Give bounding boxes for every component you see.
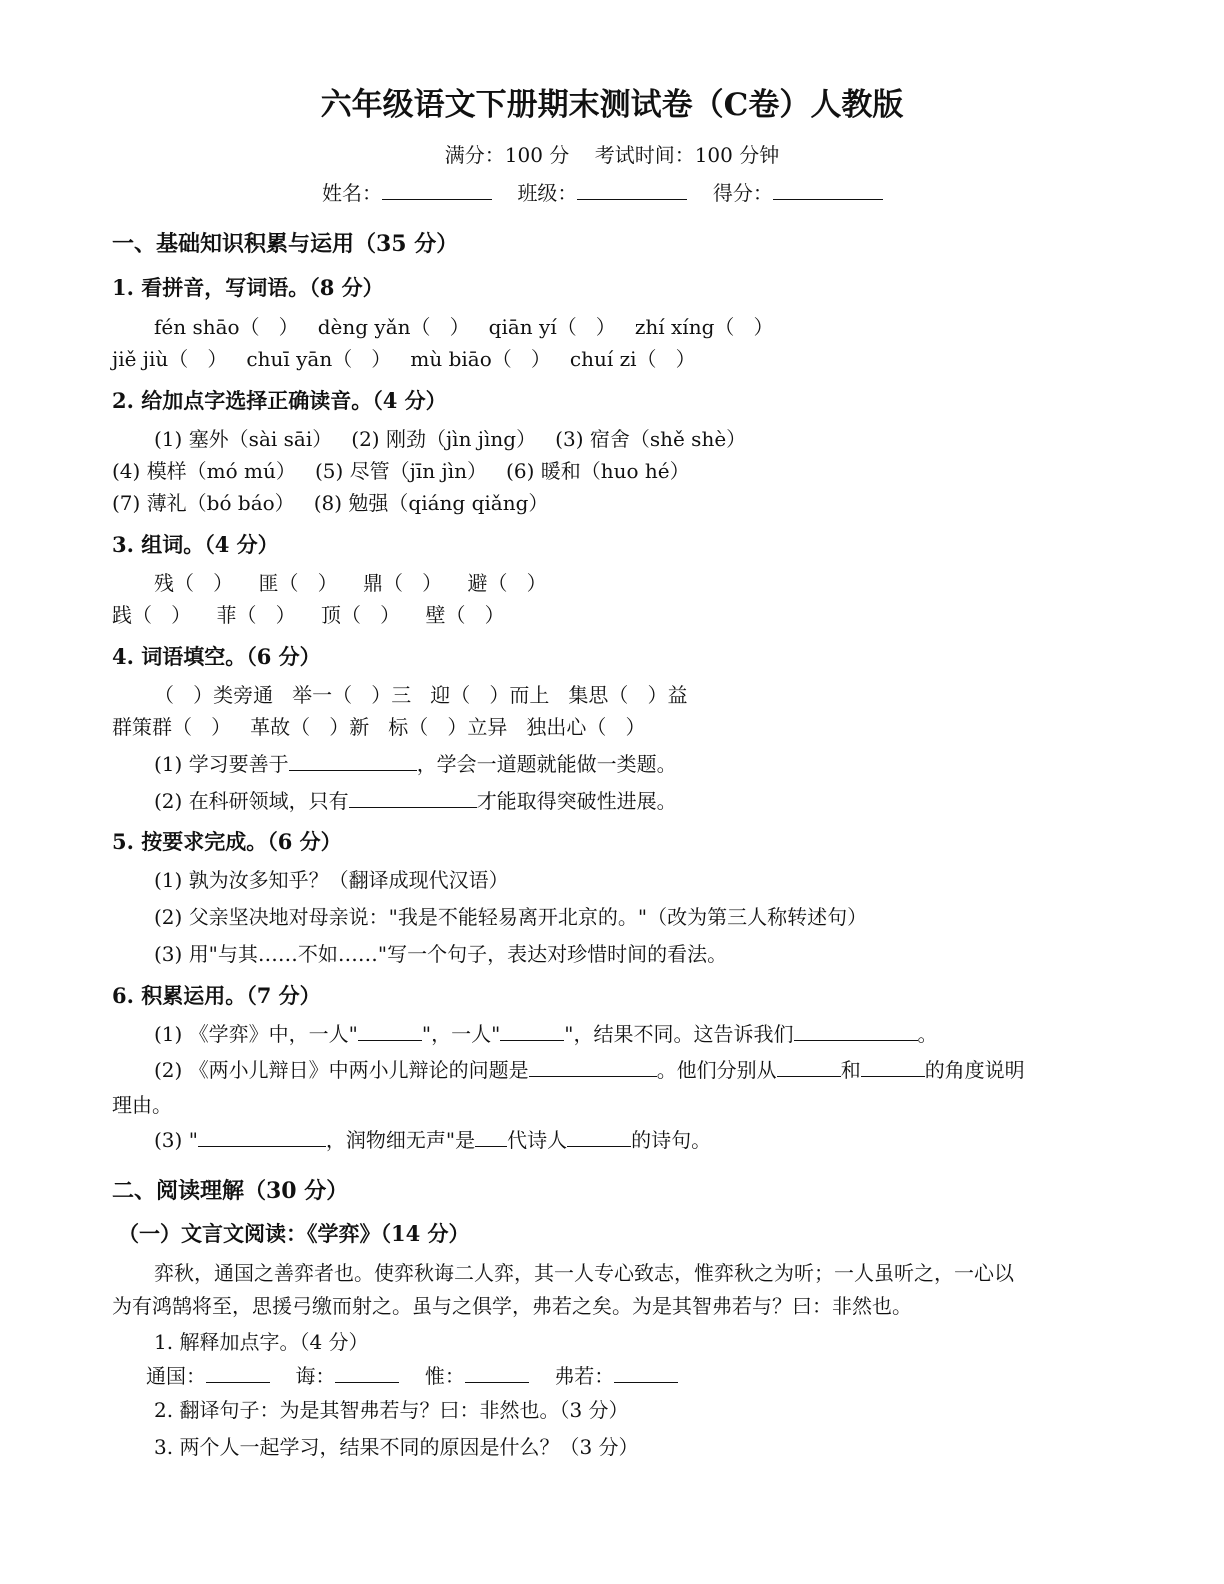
class-label: 班级： [517,181,578,205]
q6-line-3 [154,1127,711,1153]
q4-s2-tail: 才能取得突破性进展。 [476,789,677,813]
student-info-line [322,180,883,206]
passage-line-1: 弈秋，通国之善弈者也。使弈秋诲二人弈，其一人专心致志，惟弈秋之为听；一人虽听之，一心以 [154,1261,1014,1285]
q5-line-3: (3) 用"与其……不如……"写一个句子，表达对珍惜时间的看法。 [154,942,728,966]
q6-l3-text-a: (3) " [154,1128,198,1152]
q3-line-2: 践（ ） 菲（ ） 顶（ ） 壁（ ） [112,603,505,627]
q6-l2-text-c: 和 [840,1058,861,1082]
q6-line-2-continued: 理由。 [112,1093,172,1117]
q6-l1-blank-2[interactable] [500,1022,564,1041]
q4-s1-text: (1) 学习要善于 [154,752,289,776]
q6-l1-blank-1[interactable] [358,1022,422,1041]
q5-line-1: (1) 孰为汝多知乎？（翻译成现代汉语） [154,868,509,892]
q4-sentence-2 [154,788,677,814]
term-3-label: 惟： [424,1364,465,1388]
q1-heading: 1. 看拼音，写词语。（8 分） [112,275,384,300]
q4-heading: 4. 词语填空。（6 分） [112,644,321,669]
score-blank[interactable] [773,181,883,200]
reading-q2: 2. 翻译句子：为是其智弗若与？曰：非然也。（3 分） [154,1398,629,1422]
q5-heading: 5. 按要求完成。（6 分） [112,829,342,854]
q4-s1-tail: ，学会一道题就能做一类题。 [416,752,677,776]
q6-l1-blank-3[interactable] [794,1022,918,1041]
q6-l1-text-c: "，结果不同。这告诉我们 [564,1022,794,1046]
term-3-blank[interactable] [465,1364,529,1383]
q2-heading: 2. 给加点字选择正确读音。（4 分） [112,388,447,413]
q6-l1-text-a: (1) 《学弈》中，一人" [154,1022,358,1046]
q6-l2-blank-1[interactable] [529,1058,657,1077]
q1-line-1: fén shāo（ ） dèng yǎn（ ） qiān yí（ ） zhí xíng（ ） [154,315,774,339]
q5-line-2: (2) 父亲坚决地对母亲说："我是不能轻易离开北京的。"（改为第三人称转述句） [154,905,868,929]
q6-l2-text-d: 的角度说明 [924,1058,1025,1082]
q6-l3-blank-2[interactable] [475,1128,507,1147]
reading-part-1-heading: （一）文言文阅读：《学弈》（14 分） [118,1221,470,1246]
q1-line-2: jiě jiù（ ） chuī yān（ ） mù biāo（ ） chuí zi（ ） [112,347,696,371]
term-4-label: 弗若： [554,1364,615,1388]
term-1-label: 通国： [146,1364,206,1388]
q6-l1-text-d: 。 [917,1022,938,1046]
q4-s2-text: (2) 在科研领域，只有 [154,789,349,813]
q4-line-2: 群策群（ ） 革故（ ）新 标（ ）立异 独出心（ ） [112,715,646,739]
term-2-blank[interactable] [335,1364,399,1383]
q6-l3-text-c: 代诗人 [507,1128,568,1152]
q6-l1-text-b: "，一人" [421,1022,501,1046]
section-1-heading: 一、基础知识积累与运用（35 分） [112,231,459,257]
q6-l2-blank-2[interactable] [777,1058,841,1077]
q3-line-1: 残（ ） 匪（ ） 鼎（ ） 避（ ） [154,571,547,595]
name-blank[interactable] [382,181,492,200]
name-label: 姓名： [322,181,382,205]
q3-heading: 3. 组词。（4 分） [112,532,279,557]
score-time-info: 满分：100 分 考试时间：100 分钟 [444,143,780,167]
q6-l2-blank-3[interactable] [861,1058,925,1077]
q6-l3-text-b: ，润物细无声"是 [325,1128,476,1152]
section-2-heading: 二、阅读理解（30 分） [112,1178,349,1204]
q6-l3-blank-3[interactable] [567,1128,631,1147]
q6-l2-text-b: 。他们分别从 [656,1058,777,1082]
reading-q1: 1. 解释加点字。（4 分） [154,1330,369,1354]
class-blank[interactable] [577,181,687,200]
q6-heading: 6. 积累运用。（7 分） [112,983,321,1008]
q4-s1-blank[interactable] [289,752,417,771]
q2-line-3: (7) 薄礼（bó báo） (8) 勉强（qiáng qiǎng） [112,491,549,515]
term-2-label: 诲： [295,1364,336,1388]
q6-l2-text-a: (2) 《两小儿辩日》中两小儿辩论的问题是 [154,1058,529,1082]
reading-q3: 3. 两个人一起学习，结果不同的原因是什么？（3 分） [154,1435,639,1459]
q6-l3-text-d: 的诗句。 [631,1128,712,1152]
term-1-blank[interactable] [206,1364,270,1383]
score-label: 得分： [712,181,773,205]
q6-l3-blank-1[interactable] [198,1128,326,1147]
q4-sentence-1 [154,751,677,777]
term-4-blank[interactable] [614,1364,678,1383]
passage-line-2: 为有鸿鹄将至，思援弓缴而射之。虽与之俱学，弗若之矣。为是其智弗若与？曰：非然也。 [112,1294,912,1318]
page-title: 六年级语文下册期末测试卷（C卷）人教版 [320,87,904,123]
q6-line-1 [154,1021,938,1047]
q4-line-1: （ ）类旁通 举一（ ）三 迎（ ）而上 集思（ ）益 [154,683,688,707]
q2-line-2: (4) 模样（mó mú） (5) 尽管（jīn jìn） (6) 暖和（huo hé） [112,459,690,483]
q4-s2-blank[interactable] [349,789,477,808]
reading-q1-terms [146,1363,678,1389]
q2-line-1: (1) 塞外（sài sāi） (2) 刚劲（jìn jìng） (3) 宿舍（shě shè） [154,427,747,451]
q6-line-2 [154,1057,1025,1083]
